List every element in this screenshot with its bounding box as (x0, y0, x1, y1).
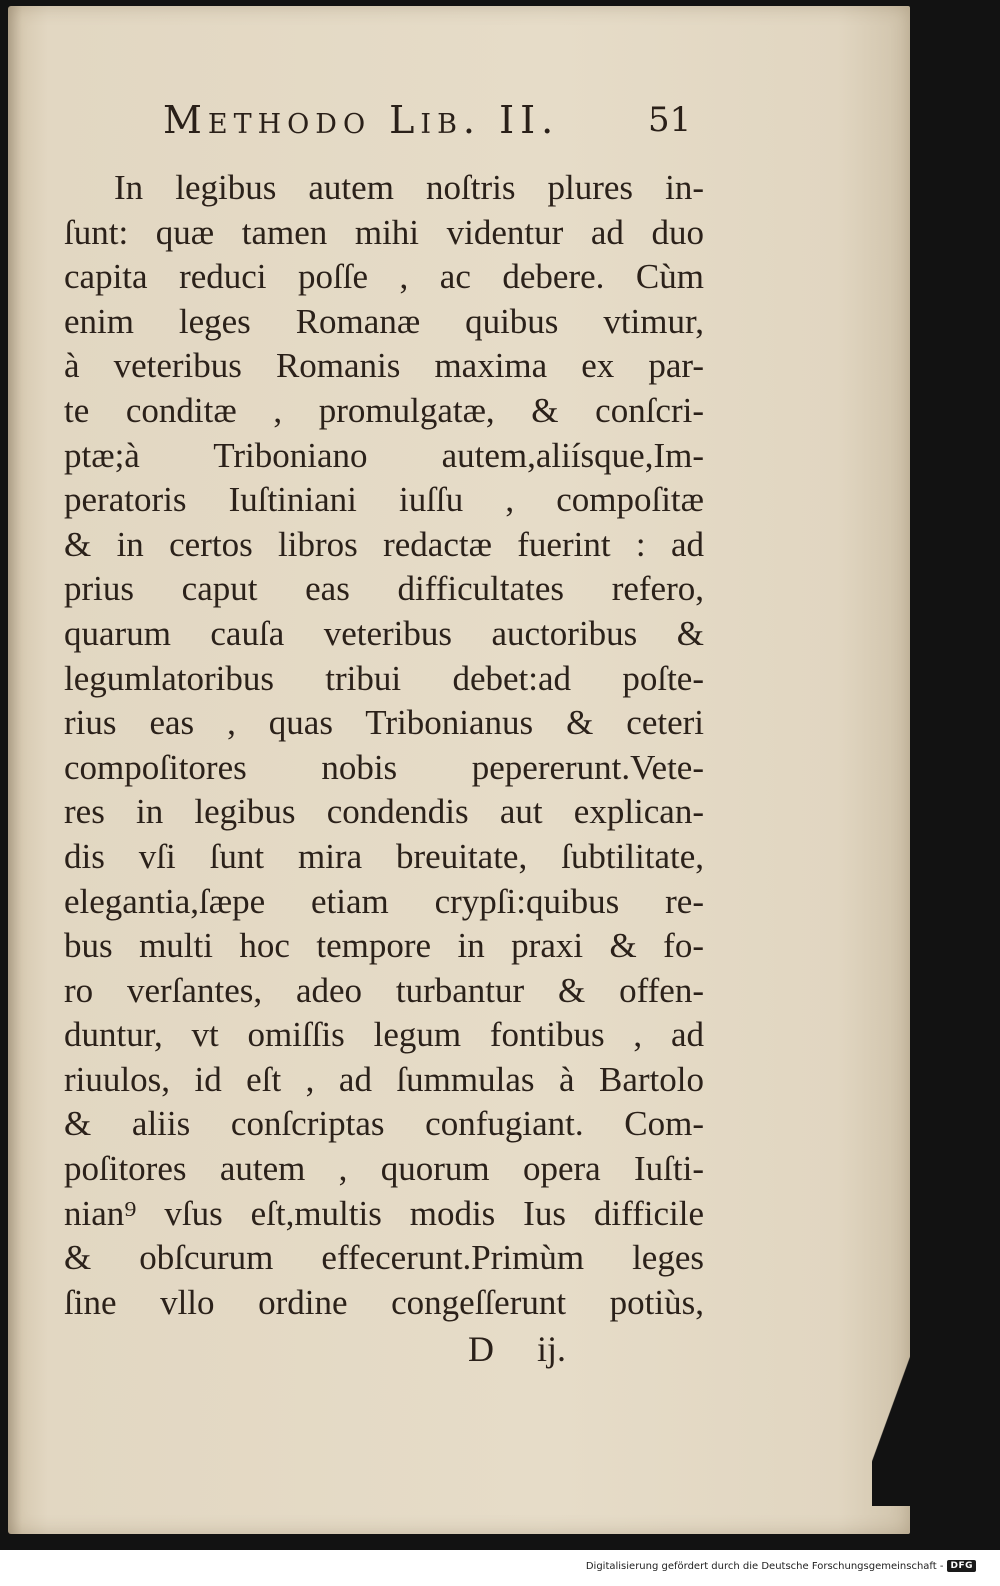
text-line: enim leges Romanæ quibus vtimur, (64, 301, 704, 341)
text-line: riuulos, id eſt , ad ſummulas à Bartolo (64, 1059, 704, 1099)
running-head (8, 98, 910, 148)
text-line: legumlatoribus tribui debet:ad poſte- (64, 658, 704, 698)
text-line: à veteribus Romanis maxima ex par- (64, 346, 704, 386)
text-line: capita reduci poſſe , ac debere. Cùm (64, 257, 704, 297)
text-line: peratoris Iuſtiniani iuſſu , compoſitæ (64, 480, 704, 520)
credit-text: Digitalisierung gefördert durch die Deutsche Forschungsgemeinschaft - (585, 1560, 944, 1572)
digitization-credit (586, 1560, 976, 1572)
text-line: In legibus autem noſtris plures in- (114, 168, 704, 207)
body-text (64, 166, 704, 1325)
text-line: bus multi hoc tempore in praxi & fo- (64, 926, 704, 966)
text-line: duntur, vt omiſſis legum fontibus , ad (64, 1015, 704, 1055)
text-line: te conditæ , promulgatæ, & conſcri- (64, 390, 704, 430)
text-line: ro verſantes, adeo turbantur & offen- (64, 970, 704, 1010)
text-line: compoſitores nobis pepererunt.Vete- (64, 747, 704, 787)
text-line: elegantia,ſæpe etiam crypſi:quibus re- (64, 881, 704, 921)
text-line: poſitores autem , quorum opera Iuſti- (64, 1149, 704, 1189)
text-line: ptæ;à Triboniano autem,aliísque,Im- (64, 435, 704, 475)
page-number: 51 (648, 100, 692, 140)
text-line: res in legibus condendis aut explican- (64, 792, 704, 832)
text-line: & obſcurum effecerunt.Primùm leges (64, 1238, 704, 1278)
text-line: quarum cauſa veteribus auctoribus & (64, 613, 704, 653)
text-line: dis vſi ſunt mira breuitate, ſubtilitate, (64, 836, 704, 876)
book-page (8, 6, 910, 1534)
text-line: ſunt: quæ tamen mihi videntur ad duo (64, 212, 704, 252)
text-line: prius caput eas difficultates refero, (64, 569, 704, 609)
running-title: Methodo Lib. II. (163, 98, 560, 142)
dfg-logo: DFG (947, 1560, 976, 1572)
signature-mark: D ij. (468, 1329, 567, 1369)
text-line: rius eas , quas Tribonianus & ceteri (64, 703, 704, 743)
text-line: nian⁹ vſus eſt,multis modis Ius difficile (64, 1193, 704, 1233)
text-line: ſine vllo ordine congeſſerunt potiùs, (64, 1282, 704, 1322)
text-line: & in certos libros redactæ fuerint : ad (64, 524, 704, 564)
text-line: & aliis conſcriptas confugiant. Com- (64, 1104, 704, 1144)
